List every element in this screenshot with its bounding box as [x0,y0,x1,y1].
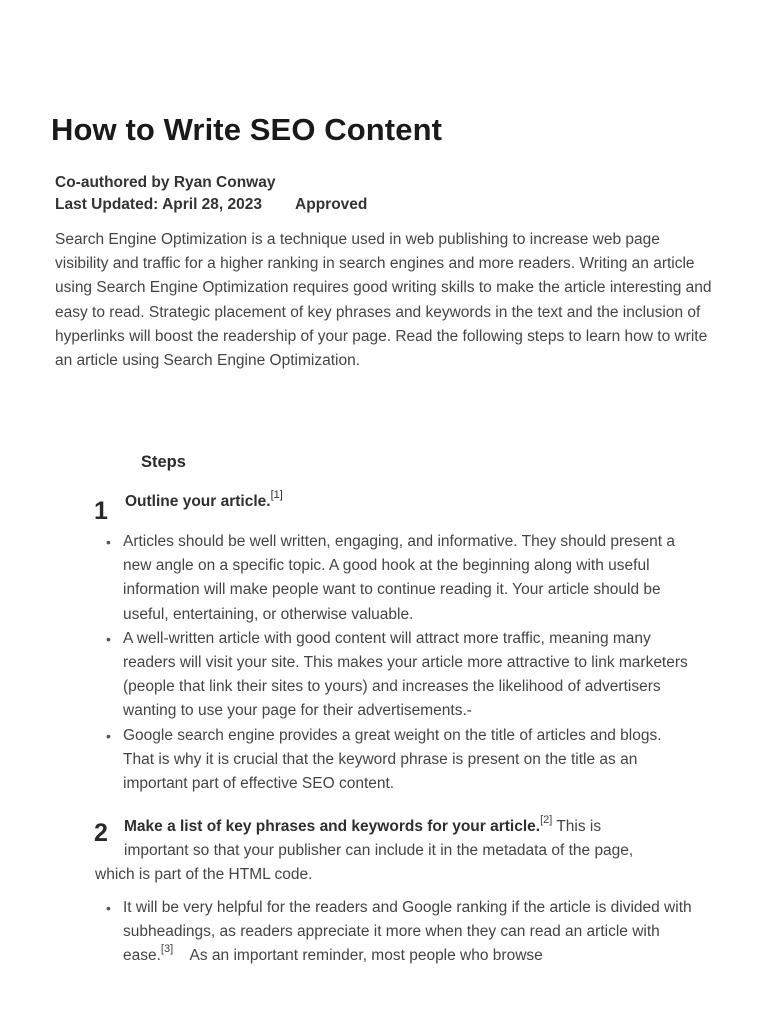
bullet-text: A well-written article with good content will attract more traffic, meaning many readers will visit your site. This makes your article more attractive to link marketers (people that link their sites to yours) and increases the likelihood of advertisers wanting to use your page for their advertisements.- [123,629,688,720]
intro-paragraph: Search Engine Optimization is a technique used in web publishing to increase web page visibility and traffic for a higher ranking in search engines and more readers. Writing an article using Search Engine Optimization requires good writing skills to make the article interesting and easy to read. Strategic placement of key phrases and keywords in the text and the inclusion of hyperlinks will boost the readership of your page. Read the following steps to learn how to write an article using Search Engine Optimization. [55,231,712,370]
bullet-icon: • [106,630,111,647]
bullet-text: Google search engine provides a great weight on the title of articles and blogs. That is why it is crucial that the keyword phrase is present on the title as an important part of effective SEO content. [123,726,662,793]
step-number-2: 2 [94,819,108,847]
list-item [104,896,694,969]
step-number-1: 1 [94,497,108,525]
reference-link-3[interactable]: [3] [160,943,174,956]
page-title: How to Write SEO Content [51,112,443,147]
coauthor-line: Co-authored by Ryan Conway [55,174,276,191]
bullet-icon: • [106,534,111,550]
reference-link-2[interactable]: [2] [540,813,553,826]
step-2-text-3: which is part of the HTML code. [95,866,313,884]
step-title-2: Make a list of key phrases and keywords for your article. [124,818,541,835]
bullet-text: Articles should be well written, engaging, and informative. They should present a new angle on a specific topic. A good hook at the beginning along with useful information will make people want to continue reading it. Your article should be useful, entertaining, or otherwise valuable. [123,533,675,623]
step-2-text-1: This is [556,818,602,835]
list-item [104,530,694,627]
step-2-text-2: important so that your publisher can include it in the metadata of the page, [124,842,634,860]
step-1-bullets [104,530,694,796]
step-2-body [95,815,695,888]
list-item [104,724,694,797]
bullet-text-part-2: As an important reminder, most people who browse [189,947,543,965]
step-title-1 [125,488,283,511]
byline [55,172,367,216]
reference-link-1[interactable]: [1] [270,488,283,501]
approved-badge: Approved [295,196,368,213]
step-2-first-line [95,815,695,839]
bullet-icon: • [106,900,111,916]
steps-heading: Steps [141,453,186,471]
bullet-icon: • [106,727,111,744]
step-title-1-text: Outline your article. [125,493,271,510]
bullet-text-part-1: It will be very helpful for the readers and Google ranking if the article is divided with subheadings, as readers appreciate it more when they can read an article with ease. [123,899,692,965]
updated-row [55,194,367,216]
step-2-bullets [104,896,694,969]
last-updated: Last Updated: April 28, 2023 [55,196,263,213]
list-item [104,627,694,724]
